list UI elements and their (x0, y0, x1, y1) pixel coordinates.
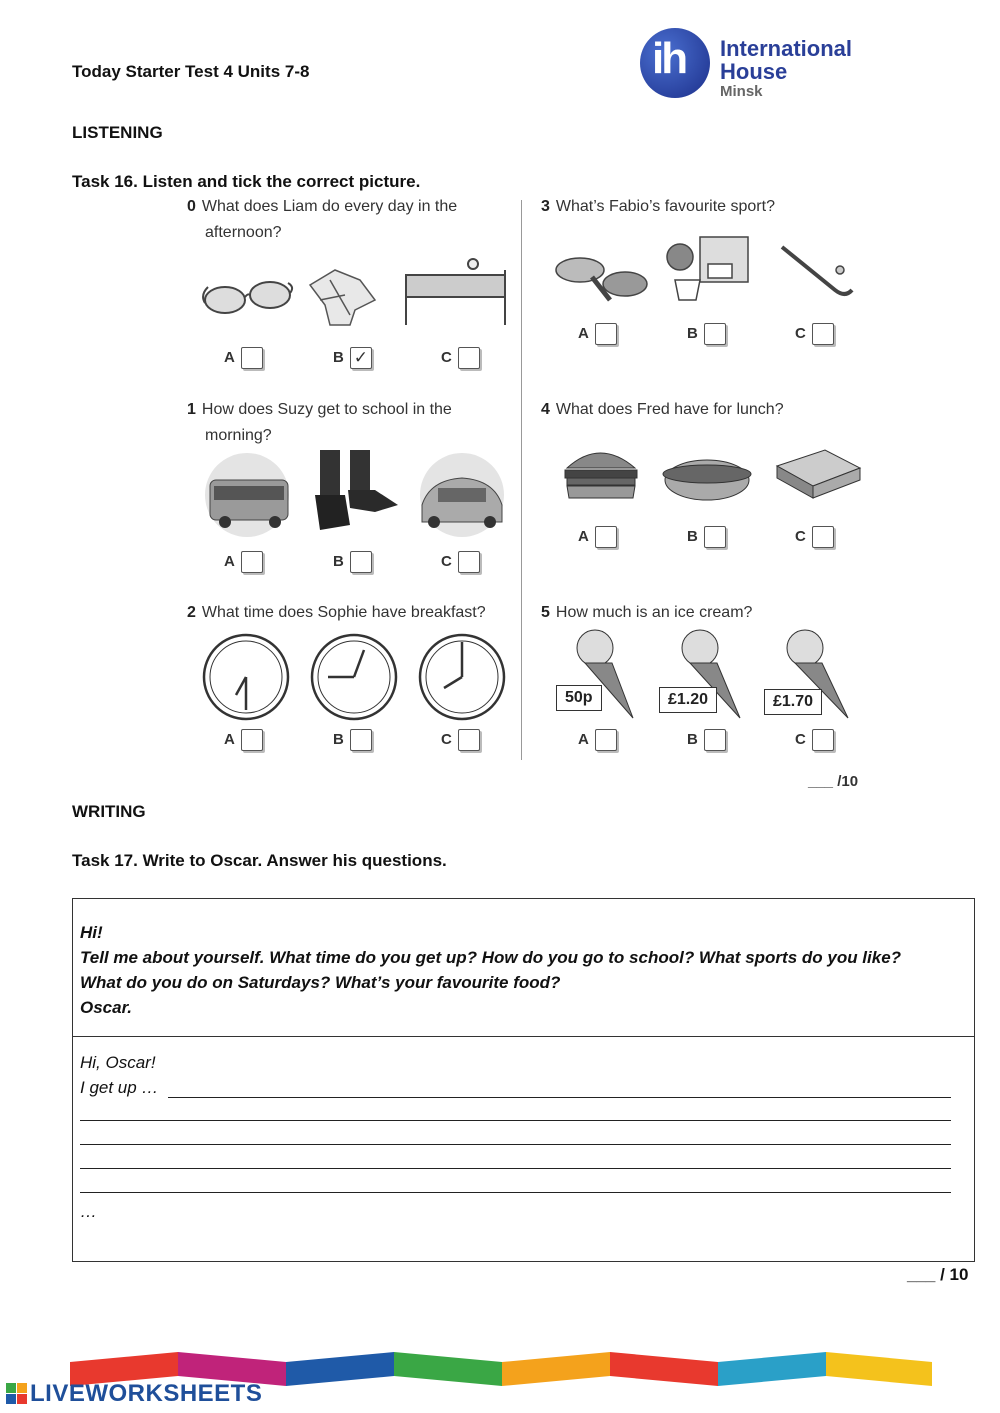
q4-pictures (555, 438, 865, 508)
q1-checkbox-b[interactable] (350, 551, 372, 573)
q2-checkbox-c[interactable] (458, 729, 480, 751)
q5-option-c: C (795, 729, 834, 751)
writing-heading: WRITING (72, 802, 146, 821)
price-tag-a: 50p (556, 685, 602, 711)
question-4: 4 What does Fred have for lunch? (541, 401, 784, 418)
q4-checkbox-a[interactable] (595, 526, 617, 548)
q3-option-b: B (687, 323, 726, 345)
question-0: 0 What does Liam do every day in the afternoon? (187, 198, 458, 241)
sandwich-picture (777, 450, 860, 498)
karate-suit-picture (310, 270, 375, 325)
ih-logo-line3: Minsk (720, 83, 763, 100)
oscar-signoff: Oscar. (80, 998, 132, 1017)
q2-checkbox-a[interactable] (241, 729, 263, 751)
q5-option-a: A (578, 729, 617, 751)
reply-greeting: Hi, Oscar! (80, 1053, 156, 1072)
oscar-questions-2: What do you do on Saturdays? What’s your favourite food? (80, 973, 561, 992)
liveworksheets-icon (6, 1383, 28, 1405)
q0-checkbox-c[interactable] (458, 347, 480, 369)
q5-checkbox-b[interactable] (704, 729, 726, 751)
q3-checkbox-b[interactable] (704, 323, 726, 345)
burger-picture (565, 453, 637, 498)
car-picture (420, 453, 504, 537)
q1-option-b: B (333, 551, 372, 573)
goggles-picture (203, 282, 292, 313)
clock-a-picture (204, 635, 288, 719)
table-tennis-picture (556, 258, 647, 300)
bus-picture (205, 453, 289, 537)
ih-logo-mark: ih (652, 34, 686, 83)
q2-clocks (200, 630, 510, 725)
q2-checkbox-b[interactable] (350, 729, 372, 751)
q4-option-a: A (578, 526, 617, 548)
q1-pictures (200, 450, 510, 540)
answer-line-5[interactable] (80, 1176, 951, 1193)
ih-logo-circle (640, 28, 710, 98)
q0-option-c: C (441, 347, 480, 369)
q3-option-c: C (795, 323, 834, 345)
q3-pictures (550, 232, 860, 307)
ih-logo (640, 28, 870, 100)
q0-checkbox-b[interactable]: ✓ (350, 347, 372, 369)
task16-title: Task 16. Listen and tick the correct picture. (72, 172, 421, 191)
volleyball-net-picture (406, 259, 505, 325)
q2-option-b: B (333, 729, 372, 751)
q1-option-c: C (441, 551, 480, 573)
q1-checkbox-c[interactable] (458, 551, 480, 573)
question-3: 3 What’s Fabio’s favourite sport? (541, 198, 775, 215)
q3-checkbox-a[interactable] (595, 323, 617, 345)
question-5: 5 How much is an ice cream? (541, 604, 753, 621)
q4-checkbox-c[interactable] (812, 526, 834, 548)
page-title: Today Starter Test 4 Units 7-8 (72, 62, 310, 81)
liveworksheets-brand[interactable]: LIVEWORKSHEETS (30, 1380, 263, 1407)
column-divider (521, 200, 522, 760)
task17-title: Task 17. Write to Oscar. Answer his questions. (72, 851, 447, 870)
letter-divider (73, 1036, 974, 1037)
q2-option-c: C (441, 729, 480, 751)
q1-option-a: A (224, 551, 263, 573)
q0-option-b: B ✓ (333, 347, 372, 369)
answer-line-3[interactable] (80, 1128, 951, 1145)
q4-checkbox-b[interactable] (704, 526, 726, 548)
hockey-stick-picture (782, 247, 852, 294)
clock-c-picture (420, 635, 504, 719)
q5-checkbox-a[interactable] (595, 729, 617, 751)
question-1: 1 How does Suzy get to school in the morning? (187, 401, 452, 444)
q5-option-b: B (687, 729, 726, 751)
reply-ellipsis: … (80, 1202, 97, 1221)
q0-option-a: A (224, 347, 263, 369)
ih-logo-line2: House (720, 59, 788, 84)
q2-option-a: A (224, 729, 263, 751)
answer-line-4[interactable] (80, 1152, 951, 1169)
ih-logo-line1: International (720, 36, 853, 61)
question-2: 2 What time does Sophie have breakfast? (187, 604, 486, 621)
answer-line-1[interactable] (168, 1081, 951, 1098)
clock-b-picture (312, 635, 396, 719)
q5-checkbox-c[interactable] (812, 729, 834, 751)
q0-pictures (200, 255, 510, 330)
listening-score: ___ /10 (808, 773, 859, 790)
q1-checkbox-a[interactable] (241, 551, 263, 573)
q3-option-a: A (578, 323, 617, 345)
oscar-questions-1: Tell me about yourself. What time do you get up? How do you go to school? What sports do you like? (80, 948, 902, 967)
price-tag-c: £1.70 (764, 689, 822, 715)
oscar-message (80, 920, 901, 1020)
price-tag-b: £1.20 (659, 687, 717, 713)
q4-option-b: B (687, 526, 726, 548)
hotdog-picture (663, 460, 751, 500)
answer-line-2[interactable] (80, 1104, 951, 1121)
q3-checkbox-c[interactable] (812, 323, 834, 345)
q4-option-c: C (795, 526, 834, 548)
q0-checkbox-a[interactable] (241, 347, 263, 369)
reply-start: I get up … (80, 1078, 159, 1097)
listening-heading: LISTENING (72, 123, 163, 142)
basketball-picture (667, 237, 748, 300)
oscar-greeting: Hi! (80, 923, 103, 942)
writing-score: ___ / 10 (907, 1265, 969, 1284)
walking-shoes-picture (315, 450, 398, 530)
